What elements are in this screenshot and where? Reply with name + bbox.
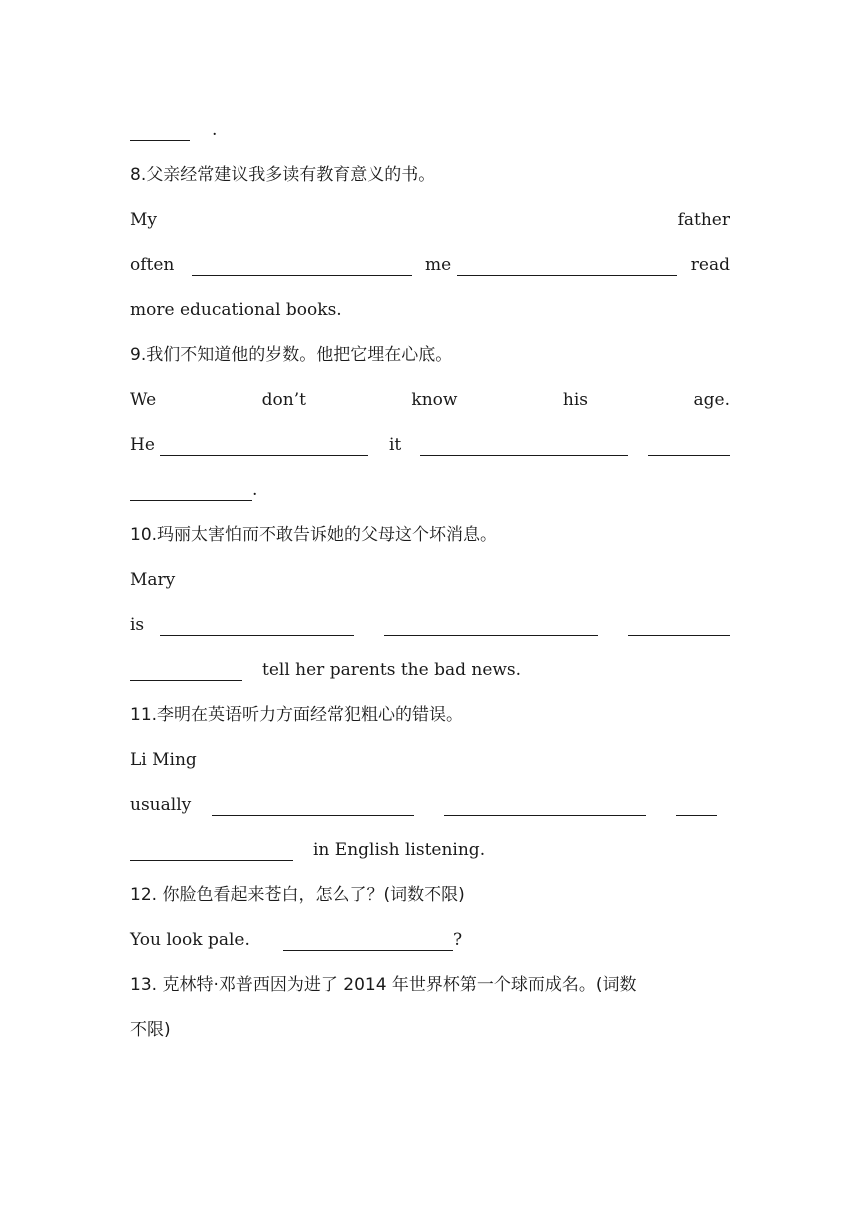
question-10-line-3 (130, 655, 730, 685)
word-his: his (562, 390, 589, 410)
word-father: father (677, 210, 730, 230)
question-12-title: 12. 你脸色看起来苍白，怎么了？(词数不限) (130, 885, 465, 905)
question-9-line-3 (130, 475, 730, 505)
question-mark: ? (453, 930, 463, 950)
word-age: age. (693, 390, 730, 410)
word-my: My (130, 210, 158, 230)
question-9-title: 9.我们不知道他的岁数。他把它埋在心底。 (130, 345, 453, 365)
word-it: it (389, 435, 402, 455)
question-12-line-1 (130, 925, 730, 955)
sentence-end: tell her parents the bad news. (262, 660, 522, 680)
question-10-line-1: Mary (130, 570, 176, 590)
answer-blank[interactable] (160, 613, 354, 636)
answer-blank[interactable] (130, 478, 252, 501)
answer-blank[interactable] (212, 793, 414, 816)
answer-blank[interactable] (628, 613, 730, 636)
question-13-title: 13. 克林特·邓普西因为进了 2014 年世界杯第一个球而成名。(词数 (130, 975, 637, 995)
line-0 (130, 115, 730, 145)
period-text: . (252, 480, 258, 500)
answer-blank[interactable] (384, 613, 598, 636)
question-9-line-2 (130, 430, 730, 460)
answer-blank[interactable] (648, 433, 730, 456)
question-10-title: 10.玛丽太害怕而不敢告诉她的父母这个坏消息。 (130, 525, 498, 545)
question-8-line-2 (130, 250, 730, 280)
question-13-title-continued: 不限) (130, 1020, 171, 1040)
question-8-line-3: more educational books. (130, 300, 342, 320)
word-he: He (130, 435, 155, 455)
question-11-line-3 (130, 835, 730, 865)
sentence-end: in English listening. (313, 840, 486, 860)
answer-blank[interactable] (676, 793, 717, 816)
question-11-line-1: Li Ming (130, 750, 197, 770)
word-usually: usually (130, 795, 192, 815)
question-9-line-1 (130, 385, 730, 415)
word-know: know (411, 390, 458, 410)
answer-blank[interactable] (130, 658, 242, 681)
word-dont: don’t (261, 390, 306, 410)
answer-blank[interactable] (130, 118, 190, 141)
question-8-line-1 (130, 205, 730, 235)
question-8-title: 8.父亲经常建议我多读有教育意义的书。 (130, 165, 436, 185)
answer-blank[interactable] (283, 928, 453, 951)
answer-blank[interactable] (130, 838, 293, 861)
question-10-line-2 (130, 610, 730, 640)
answer-blank[interactable] (160, 433, 368, 456)
word-me: me (425, 255, 452, 275)
word-often: often (130, 255, 175, 275)
answer-blank[interactable] (457, 253, 677, 276)
word-read: read (690, 255, 730, 275)
answer-blank[interactable] (444, 793, 646, 816)
word-we: We (130, 390, 157, 410)
word-is: is (130, 615, 145, 635)
period-text: . (212, 120, 218, 140)
sentence-start: You look pale. (130, 930, 250, 950)
answer-blank[interactable] (420, 433, 628, 456)
question-11-line-2 (130, 790, 730, 820)
question-11-title: 11.李明在英语听力方面经常犯粗心的错误。 (130, 705, 464, 725)
answer-blank[interactable] (192, 253, 412, 276)
